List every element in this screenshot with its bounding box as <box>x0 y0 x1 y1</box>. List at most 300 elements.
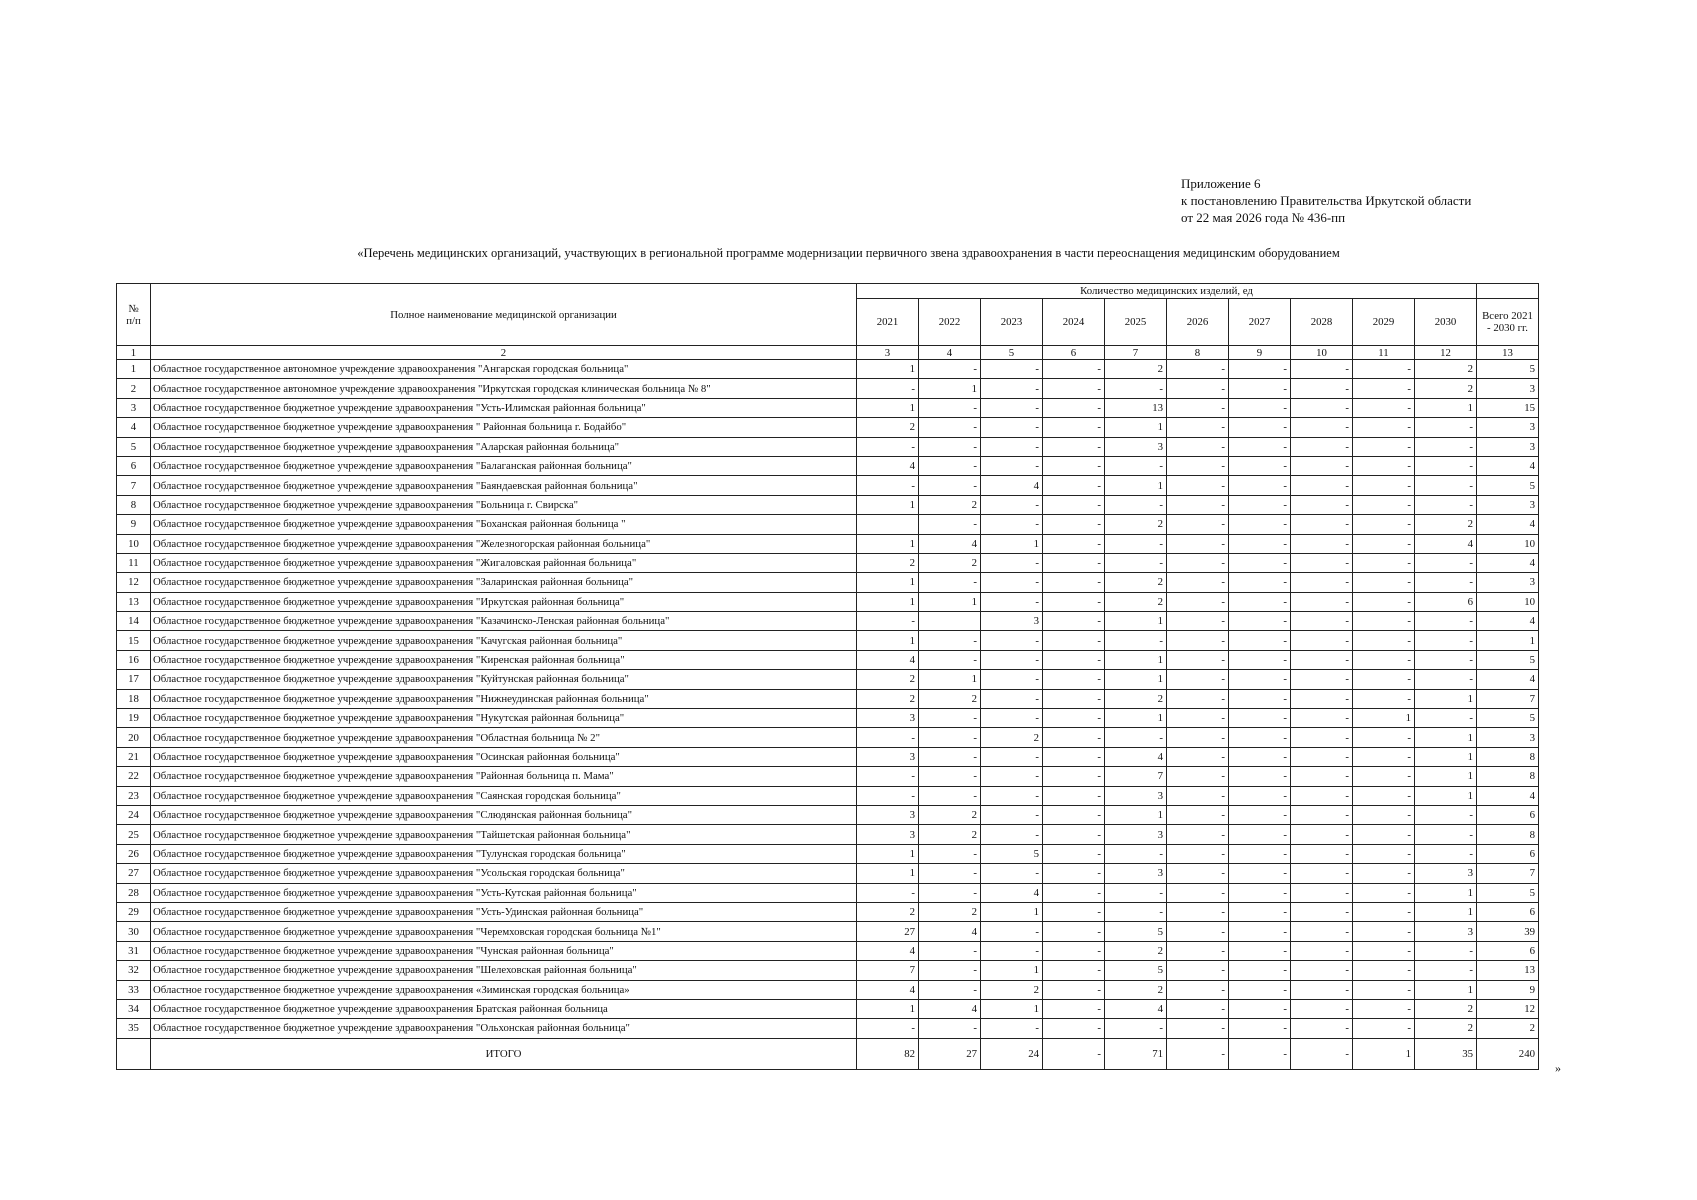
quantity-cell: - <box>1167 999 1229 1018</box>
quantity-cell: - <box>1167 864 1229 883</box>
quantity-cell: - <box>919 515 981 534</box>
organization-name: Областное государственное бюджетное учреждение здравоохранения "Железногорская районная больница" <box>151 534 857 553</box>
total-value-cell: - <box>1229 1038 1291 1069</box>
table-row <box>117 495 1539 514</box>
quantity-cell: 2 <box>1105 689 1167 708</box>
quantity-cell: 2 <box>1477 1019 1539 1038</box>
quantity-cell: - <box>1105 631 1167 650</box>
total-value-cell: 71 <box>1105 1038 1167 1069</box>
quantity-cell: 2 <box>919 553 981 572</box>
row-number: 4 <box>117 418 151 437</box>
quantity-cell: 7 <box>1477 864 1539 883</box>
quantity-cell: - <box>1415 495 1477 514</box>
row-number: 18 <box>117 689 151 708</box>
quantity-cell: - <box>1415 670 1477 689</box>
organization-name: Областное государственное бюджетное учреждение здравоохранения "Шелеховская районная больница" <box>151 961 857 980</box>
row-number: 13 <box>117 592 151 611</box>
table-row <box>117 1019 1539 1038</box>
total-value-cell: 35 <box>1415 1038 1477 1069</box>
quantity-cell: 8 <box>1477 747 1539 766</box>
quantity-cell: - <box>1043 398 1105 417</box>
quantity-cell: 3 <box>1477 495 1539 514</box>
col-name-header <box>151 284 857 346</box>
quantity-cell: 2 <box>919 689 981 708</box>
quantity-cell: 1 <box>857 398 919 417</box>
quantity-cell: 1 <box>981 961 1043 980</box>
row-number: 3 <box>117 398 151 417</box>
quantity-cell: - <box>1291 999 1353 1018</box>
quantity-cell: 13 <box>1477 961 1539 980</box>
organization-name: Областное государственное бюджетное учреждение здравоохранения "Ольхонская районная больница" <box>151 1019 857 1038</box>
organization-name: Областное государственное бюджетное учреждение здравоохранения "Тайшетская районная больница" <box>151 825 857 844</box>
table-row <box>117 437 1539 456</box>
quantity-cell: 3 <box>1477 573 1539 592</box>
total-value-cell: 1 <box>1353 1038 1415 1069</box>
quantity-cell: - <box>1353 980 1415 999</box>
year-header: 2024 <box>1043 299 1105 346</box>
quantity-cell: - <box>1229 1019 1291 1038</box>
quantity-cell: - <box>919 980 981 999</box>
row-number: 16 <box>117 650 151 669</box>
quantity-cell: 1 <box>1415 689 1477 708</box>
quantity-cell: - <box>1043 592 1105 611</box>
quantity-cell: 2 <box>1415 515 1477 534</box>
quantity-cell: - <box>1291 573 1353 592</box>
table-row <box>117 902 1539 921</box>
quantity-cell: 2 <box>857 670 919 689</box>
quantity-cell: - <box>919 747 981 766</box>
total-value-cell: - <box>1291 1038 1353 1069</box>
quantity-cell: - <box>919 456 981 475</box>
quantity-cell: - <box>1043 922 1105 941</box>
quantity-cell: 2 <box>919 825 981 844</box>
row-number: 6 <box>117 456 151 475</box>
quantity-cell: - <box>1043 747 1105 766</box>
appendix-header <box>1181 175 1471 226</box>
quantity-cell: - <box>1291 418 1353 437</box>
quantity-cell: - <box>1167 844 1229 863</box>
appendix-resolution: к постановлению Правительства Иркутской области <box>1181 193 1472 208</box>
quantity-cell: - <box>1353 631 1415 650</box>
quantity-cell: - <box>1353 553 1415 572</box>
quantity-cell: - <box>857 612 919 631</box>
quantity-cell: 2 <box>857 553 919 572</box>
quantity-cell: - <box>1291 941 1353 960</box>
quantity-cell: 1 <box>1415 398 1477 417</box>
quantity-cell: 1 <box>1415 883 1477 902</box>
quantity-cell: - <box>981 670 1043 689</box>
column-index-cell: 9 <box>1229 346 1291 360</box>
table-row <box>117 670 1539 689</box>
quantity-cell: - <box>1167 534 1229 553</box>
quantity-cell: - <box>919 437 981 456</box>
quantity-cell: - <box>1415 941 1477 960</box>
quantity-cell: 12 <box>1477 999 1539 1018</box>
quantity-cell: 1 <box>857 592 919 611</box>
table-row <box>117 418 1539 437</box>
quantity-cell: - <box>1043 437 1105 456</box>
organization-name: Областное государственное бюджетное учреждение здравоохранения "Аларская районная больница" <box>151 437 857 456</box>
total-value-cell: 82 <box>857 1038 919 1069</box>
quantity-cell: - <box>919 1019 981 1038</box>
quantity-cell: - <box>919 844 981 863</box>
total-corner-cell <box>1477 284 1539 299</box>
table-row <box>117 476 1539 495</box>
quantity-cell: 2 <box>1415 999 1477 1018</box>
quantity-cell: - <box>1043 864 1105 883</box>
quantity-cell: - <box>1043 515 1105 534</box>
quantity-cell: 4 <box>1477 670 1539 689</box>
table-row <box>117 999 1539 1018</box>
quantity-cell: - <box>1291 825 1353 844</box>
quantity-cell: - <box>1043 980 1105 999</box>
year-header: 2023 <box>981 299 1043 346</box>
quantity-cell: - <box>1291 689 1353 708</box>
quantity-cell: - <box>1167 902 1229 921</box>
quantity-cell: - <box>857 437 919 456</box>
quantity-cell: - <box>1291 670 1353 689</box>
table-row <box>117 728 1539 747</box>
quantity-cell: 27 <box>857 922 919 941</box>
quantity-cell: 1 <box>857 631 919 650</box>
quantity-cell: - <box>1353 747 1415 766</box>
column-index-cell: 2 <box>151 346 857 360</box>
quantity-cell: - <box>1105 902 1167 921</box>
quantity-cell: 15 <box>1477 398 1539 417</box>
organization-name: Областное государственное бюджетное учреждение здравоохранения "Саянская городская больница" <box>151 786 857 805</box>
quantity-cell: - <box>1353 437 1415 456</box>
quantity-cell: 6 <box>1477 941 1539 960</box>
organization-name: Областное государственное бюджетное учреждение здравоохранения «Зиминская городская больница» <box>151 980 857 999</box>
year-header: 2026 <box>1167 299 1229 346</box>
table-row <box>117 922 1539 941</box>
quantity-cell <box>919 612 981 631</box>
row-number: 10 <box>117 534 151 553</box>
organization-name: Областное государственное бюджетное учреждение здравоохранения "Тулунская городская больница" <box>151 844 857 863</box>
quantity-cell: - <box>1105 495 1167 514</box>
table-row <box>117 709 1539 728</box>
quantity-cell: 5 <box>1477 709 1539 728</box>
quantity-cell: 4 <box>857 941 919 960</box>
quantity-cell: - <box>1167 805 1229 824</box>
quantity-cell: 5 <box>1105 961 1167 980</box>
row-number: 11 <box>117 553 151 572</box>
document-title: «Перечень медицинских организаций, участвующих в региональной программе модернизации первичного звена здравоохранения в части переоснащения медицинским оборудованием <box>357 246 1340 260</box>
quantity-cell: - <box>1229 476 1291 495</box>
quantity-cell: - <box>919 476 981 495</box>
quantity-cell: - <box>919 650 981 669</box>
organization-name: Областное государственное бюджетное учреждение здравоохранения "Усть-Илимская районная больница" <box>151 398 857 417</box>
quantity-cell: - <box>1291 961 1353 980</box>
organization-name: Областное государственное бюджетное учреждение здравоохранения "Иркутская районная больница" <box>151 592 857 611</box>
quantity-cell: - <box>1043 553 1105 572</box>
quantity-cell: 6 <box>1477 805 1539 824</box>
quantity-cell: - <box>1291 612 1353 631</box>
quantity-cell: - <box>1291 592 1353 611</box>
quantity-cell: 1 <box>919 670 981 689</box>
total-value-cell: 24 <box>981 1038 1043 1069</box>
quantity-cell: - <box>1291 883 1353 902</box>
quantity-cell: - <box>1415 844 1477 863</box>
column-index-cell: 5 <box>981 346 1043 360</box>
quantity-cell: - <box>1167 650 1229 669</box>
column-index-cell: 13 <box>1477 346 1539 360</box>
quantity-cell: - <box>1229 980 1291 999</box>
quantity-cell: 5 <box>1477 650 1539 669</box>
organization-name: Областное государственное бюджетное учреждение здравоохранения "Осинская районная больница" <box>151 747 857 766</box>
quantity-cell: 1 <box>1477 631 1539 650</box>
row-number: 22 <box>117 767 151 786</box>
quantity-cell: 4 <box>857 980 919 999</box>
quantity-cell: - <box>1291 864 1353 883</box>
quantity-cell: 2 <box>1105 592 1167 611</box>
quantity-cell: - <box>1043 573 1105 592</box>
table-row <box>117 612 1539 631</box>
quantity-cell: 1 <box>1415 747 1477 766</box>
quantity-cell: 8 <box>1477 825 1539 844</box>
quantity-cell: - <box>1043 689 1105 708</box>
quantity-cell: - <box>1291 767 1353 786</box>
table-row <box>117 961 1539 980</box>
total-row <box>117 1038 1539 1069</box>
quantity-cell: - <box>1291 534 1353 553</box>
quantity-cell: - <box>1167 980 1229 999</box>
quantity-cell: 4 <box>1105 999 1167 1018</box>
quantity-cell: - <box>1353 922 1415 941</box>
quantity-cell: - <box>1415 456 1477 475</box>
table-row <box>117 844 1539 863</box>
quantity-cell: - <box>1229 709 1291 728</box>
row-number: 29 <box>117 902 151 921</box>
quantity-cell: 3 <box>1415 864 1477 883</box>
quantity-cell: 1 <box>1105 709 1167 728</box>
quantity-cell: - <box>981 360 1043 379</box>
organization-name: Областное государственное бюджетное учреждение здравоохранения "Киренская районная больница" <box>151 650 857 669</box>
quantity-cell: - <box>981 418 1043 437</box>
quantity-cell: - <box>1291 747 1353 766</box>
quantity-cell: - <box>1229 902 1291 921</box>
quantity-cell: - <box>1167 515 1229 534</box>
quantity-cell: 1 <box>1415 980 1477 999</box>
quantity-cell: - <box>1043 476 1105 495</box>
quantity-cell: - <box>1415 631 1477 650</box>
quantity-cell: - <box>1291 902 1353 921</box>
quantity-cell: - <box>1353 650 1415 669</box>
quantity-cell: - <box>1043 709 1105 728</box>
row-number: 12 <box>117 573 151 592</box>
quantity-cell: - <box>1105 844 1167 863</box>
quantity-cell: - <box>1353 360 1415 379</box>
organization-name: Областное государственное бюджетное учреждение здравоохранения "Усольская городская больница" <box>151 864 857 883</box>
quantity-cell: - <box>919 941 981 960</box>
quantity-cell: - <box>1291 1019 1353 1038</box>
quantity-cell: - <box>1229 747 1291 766</box>
quantity-cell: 1 <box>981 534 1043 553</box>
quantity-cell: - <box>981 805 1043 824</box>
quantity-cell: - <box>1291 553 1353 572</box>
quantity-cell: - <box>1353 689 1415 708</box>
quantity-cell: - <box>1043 1019 1105 1038</box>
quantity-cell: - <box>1229 650 1291 669</box>
quantity-cell: - <box>981 379 1043 398</box>
quantity-cell: - <box>1043 650 1105 669</box>
quantity-cell: - <box>1229 360 1291 379</box>
quantity-cell: - <box>1229 825 1291 844</box>
quantity-cell: 1 <box>857 999 919 1018</box>
quantity-cell: 4 <box>919 999 981 1018</box>
row-number: 7 <box>117 476 151 495</box>
quantity-cell: - <box>981 922 1043 941</box>
organization-name: Областное государственное бюджетное учреждение здравоохранения " Районная больница г. Бодайбо" <box>151 418 857 437</box>
quantity-cell: - <box>1167 360 1229 379</box>
quantity-cell: - <box>919 398 981 417</box>
organization-name: Областное государственное бюджетное учреждение здравоохранения "Усть-Кутская районная больница" <box>151 883 857 902</box>
quantity-cell: 2 <box>919 495 981 514</box>
quantity-cell: 9 <box>1477 980 1539 999</box>
quantity-cell: - <box>919 418 981 437</box>
col-num-label: № п/п <box>126 302 141 327</box>
quantity-cell: - <box>1291 495 1353 514</box>
row-number: 20 <box>117 728 151 747</box>
organization-name: Областное государственное бюджетное учреждение здравоохранения "Усть-Удинская районная больница" <box>151 902 857 921</box>
row-number: 24 <box>117 805 151 824</box>
quantity-cell: - <box>1043 999 1105 1018</box>
quantity-cell: - <box>1415 650 1477 669</box>
quantity-cell: - <box>1043 534 1105 553</box>
col-num-header <box>117 284 151 346</box>
quantity-cell: - <box>981 825 1043 844</box>
quantity-cell: - <box>1167 553 1229 572</box>
quantity-cell: - <box>1353 670 1415 689</box>
quantity-cell: - <box>1167 418 1229 437</box>
quantity-cell: 4 <box>1477 553 1539 572</box>
quantity-cell: - <box>1353 728 1415 747</box>
table-row <box>117 534 1539 553</box>
quantity-cell: - <box>981 747 1043 766</box>
quantity-cell: - <box>1291 844 1353 863</box>
quantity-cell: - <box>1229 592 1291 611</box>
year-header: 2027 <box>1229 299 1291 346</box>
quantity-cell: - <box>981 456 1043 475</box>
quantity-cell: - <box>1167 379 1229 398</box>
quantity-cell: - <box>981 709 1043 728</box>
row-number: 34 <box>117 999 151 1018</box>
quantity-cell: - <box>1353 612 1415 631</box>
organization-name: Областное государственное бюджетное учреждение здравоохранения "Больница г. Свирска" <box>151 495 857 514</box>
quantity-cell: 4 <box>919 922 981 941</box>
row-number: 8 <box>117 495 151 514</box>
quantity-cell: - <box>1291 709 1353 728</box>
quantity-cell: - <box>1167 1019 1229 1038</box>
quantity-cell: - <box>1043 902 1105 921</box>
table-row <box>117 786 1539 805</box>
quantity-cell: - <box>1229 437 1291 456</box>
total-value-cell: - <box>1167 1038 1229 1069</box>
year-header: 2030 <box>1415 299 1477 346</box>
quantity-cell: - <box>1043 728 1105 747</box>
quantity-cell: - <box>1291 437 1353 456</box>
row-number: 21 <box>117 747 151 766</box>
organization-name: Областное государственное бюджетное учреждение здравоохранения "Боханская районная больница " <box>151 515 857 534</box>
quantity-cell: 1 <box>981 999 1043 1018</box>
quantity-cell: - <box>1353 961 1415 980</box>
table-row <box>117 805 1539 824</box>
quantity-cell: 3 <box>857 805 919 824</box>
quantity-cell: - <box>1043 456 1105 475</box>
quantity-cell: 5 <box>981 844 1043 863</box>
quantity-cell: - <box>1415 573 1477 592</box>
total-empty-cell <box>117 1038 151 1069</box>
quantity-cell: - <box>1167 573 1229 592</box>
quantity-cell: - <box>1291 515 1353 534</box>
quantity-cell: - <box>1229 941 1291 960</box>
quantity-cell: - <box>1291 786 1353 805</box>
quantity-cell: - <box>981 1019 1043 1038</box>
quantity-cell: 2 <box>919 902 981 921</box>
quantity-cell: - <box>1353 902 1415 921</box>
quantity-cell: - <box>1167 398 1229 417</box>
quantity-cell: 1 <box>1105 650 1167 669</box>
organization-name: Областное государственное бюджетное учреждение здравоохранения "Черемховская городская больница №1" <box>151 922 857 941</box>
table-row <box>117 747 1539 766</box>
quantity-cell: - <box>1043 631 1105 650</box>
quantity-cell: 4 <box>919 534 981 553</box>
quantity-cell: - <box>1043 825 1105 844</box>
quantity-cell: 5 <box>1477 476 1539 495</box>
quantity-cell: - <box>1167 728 1229 747</box>
quantity-cell: - <box>981 631 1043 650</box>
row-number: 32 <box>117 961 151 980</box>
table-row <box>117 825 1539 844</box>
quantity-cell: - <box>981 689 1043 708</box>
quantity-cell: - <box>981 592 1043 611</box>
row-number: 9 <box>117 515 151 534</box>
quantity-cell: - <box>1353 805 1415 824</box>
quantity-cell: - <box>1229 398 1291 417</box>
quantity-cell: 4 <box>1477 456 1539 475</box>
quantity-cell: - <box>1291 728 1353 747</box>
quantity-cell: - <box>1167 689 1229 708</box>
quantity-cell: - <box>981 398 1043 417</box>
quantity-cell: - <box>1415 476 1477 495</box>
quantity-cell: - <box>1229 999 1291 1018</box>
row-number: 28 <box>117 883 151 902</box>
quantity-cell: 1 <box>1415 728 1477 747</box>
column-index-cell: 6 <box>1043 346 1105 360</box>
quantity-cell: - <box>1167 941 1229 960</box>
organization-name: Областное государственное бюджетное учреждение здравоохранения "Слюдянская районная больница" <box>151 805 857 824</box>
quantity-cell: 1 <box>857 495 919 514</box>
quantity-cell: - <box>1415 709 1477 728</box>
quantity-cell: 1 <box>1415 902 1477 921</box>
row-number: 35 <box>117 1019 151 1038</box>
quantity-cell: 6 <box>1477 902 1539 921</box>
quantity-cell: - <box>1353 844 1415 863</box>
table-row <box>117 864 1539 883</box>
quantity-cell: - <box>1229 864 1291 883</box>
quantity-cell: - <box>981 437 1043 456</box>
quantity-cell: 5 <box>1477 360 1539 379</box>
year-header: Всего 2021 - 2030 гг. <box>1477 299 1539 346</box>
quantity-cell: - <box>1229 631 1291 650</box>
quantity-cell: - <box>1167 456 1229 475</box>
quantity-cell: 3 <box>857 825 919 844</box>
row-number: 5 <box>117 437 151 456</box>
quantity-cell: 2 <box>857 902 919 921</box>
organization-name: Областное государственное бюджетное учреждение здравоохранения Братская районная больница <box>151 999 857 1018</box>
row-number: 2 <box>117 379 151 398</box>
quantity-cell: - <box>1353 379 1415 398</box>
